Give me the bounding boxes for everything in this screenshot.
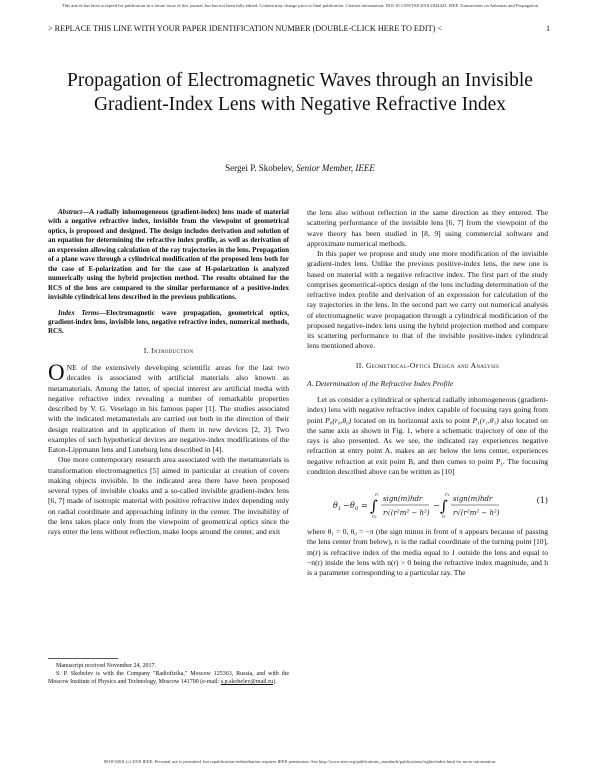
design-paragraph-2: where θ₁ = 0, θ₀ = −π (the sign minus in front of π appears because of passing the lens center from below), rₜ is the radial coordinate of the turning point [10], m(r) is refractive index of the media equal to 1 outside the lens and equal to −n(r) inside the lens with n(r) > 0 being the refractive index magnitude, and h is a parameter corresponding to a particular ray. The — [307, 527, 548, 577]
svg-text:∫: ∫ — [370, 497, 378, 515]
publication-notice: This article has been accepted for publication in a future issue of this journal, but has not been fully edited. Content may change prior to final publication. Citation information: DOI 10.1109/TAP.2018.2844443, IEEE Transactions on Antennas and Propagation — [61, 3, 539, 8]
page-header — [0, 23, 600, 35]
equation-1-expression — [333, 487, 513, 523]
equation-1 — [307, 481, 548, 523]
abstract — [48, 208, 289, 303]
svg-text:θ: θ — [350, 501, 355, 510]
footnote-affiliation-text: S. P. Skobelev is with the Company "Radiofizika," Moscow 125363, Russia, and with the Moscow Institute of Physics and Technology, Moscow 141700 (e-mail: — [48, 671, 289, 685]
intro-continuation-paragraph: the lens also without reflection in the same direction as they entered. The scattering performance of the invisible lens [6, 7] from the viewpoint of the wave theory has been studied in [8, 9] using commercial software and approximate numerical methods. — [307, 208, 548, 248]
subsection-heading-index-profile: A. Determination of the Refractive Index Profile — [307, 378, 454, 388]
author-degree: Senior Member, IEEE — [296, 163, 375, 173]
index-terms-text: —Electromagnetic wave propagation, geometrical optics, gradient-index lens, invisible lens, negative refractive index, numerical methods, RCS. — [48, 308, 289, 336]
footnote-close: ). — [273, 679, 277, 685]
intro-paragraph-1-text: NE of the extensively developing scientific areas for the last two decades is associated with artificial materials also known as metamaterials. Among the latter, of special interest are artificial media with negative refractive index revealing a number of remarkable properties described by V. G. Veselago in his famous paper [1]. The studies associated with the indicated metamaterials are carried out both in the direction of their design realization and in application of them in new devices [2, 3]. Two examples of such hypothetical devices are negative-index modifications of the Eaton-Lippmann lens and Luneburg lens described in [4]. — [48, 363, 289, 455]
drop-cap: O — [48, 360, 65, 386]
intro-paragraph-1 — [48, 360, 289, 455]
svg-text:rₜ: rₜ — [375, 492, 379, 498]
copyright-footer: 0018-926X (c) 2018 IEEE. Personal use is permitted, but republication/redistribution requires IEEE permission. See http://www.ieee.org/publications_standards/publications/rights/index.html for more information. — [103, 759, 497, 764]
svg-text:sign(m)hdr: sign(m)hdr — [383, 495, 423, 503]
design-text-a: Let us consider a cylindrical or spherical radially inhomogeneous (gradient-index) lens with negative refractive index capable of focusing rays going from point — [307, 395, 548, 425]
section-heading-go-design: II. Geometrical-Optics Design and Analysis — [355, 360, 500, 370]
paper-title: Propagation of Electromagnetic Waves through an Invisible Gradient-Index Lens with Negative Refractive Index — [67, 70, 533, 115]
abstract-label: Abstract — [58, 208, 83, 216]
svg-text:r√(r²m² − h²): r√(r²m² − h²) — [453, 509, 500, 517]
svg-text:−: − — [433, 501, 440, 510]
svg-text:sign(m)hdr: sign(m)hdr — [453, 495, 493, 503]
footnote-rule — [48, 658, 118, 659]
author-name: Sergei P. Skobelev, — [225, 163, 294, 173]
svg-text:−: − — [343, 501, 350, 510]
equation-1-number: (1) — [536, 496, 548, 505]
svg-text:r₁: r₁ — [445, 492, 450, 498]
svg-text:θ: θ — [333, 501, 338, 510]
design-text-b: located on its horizontal axis to point — [353, 415, 471, 425]
right-column — [307, 208, 548, 578]
intro-paragraph-3: In this paper we propose and study one more modification of the invisible gradient-index lens. Unlike the previous positive-index lens, the new one is based on material with a negative refractive index. The first part of the study comprises geometrical-optics design of the lens including determination of the refractive index profile and derivation of an expression for calculation of the ray trajectories in the lens. In the second part we carry out numerical analysis of electromagnetic wave propagation through a cylindrical modification of the proposed negative-index lens using the hybrid projection method and compare its scattering performance to that of the invisible positive-index cylindrical lens mentioned above. — [307, 249, 548, 351]
svg-text:=: = — [361, 501, 368, 510]
svg-text:0: 0 — [355, 506, 359, 512]
index-terms-label: Index Terms — [58, 308, 99, 317]
abstract-text: —A radially inhomogeneous (gradient-index) lens made of material with a negative refractive index, invisible from the viewpoint of geometrical optics, is proposed and designed. The design includes derivation and solution of an equation for determining the refractive index profile, as well as derivation of an expression allowing calculation of the ray trajectories in the lens. Propagation of a plane wave through a cylindrical modification of the proposed lens both for the case of E-polarization and for the case of H-polarization is analyzed numerically using the hybrid projection method. The results obtained for the RCS of the lens are compared to the similar performance of a positive-index invisible cylindrical lens described in the previous publications. — [48, 208, 289, 302]
point-p0: P₀(r₀,θ₀) — [325, 415, 352, 425]
header-placeholder-line[interactable]: > REPLACE THIS LINE WITH YOUR PAPER IDENTIFICATION NUMBER (DOUBLE-CLICK HERE TO EDIT) < — [48, 24, 442, 33]
page-number: 1 — [546, 24, 551, 33]
svg-text:∫: ∫ — [440, 497, 448, 515]
left-column — [48, 208, 289, 537]
footnote-affiliation — [48, 670, 289, 686]
svg-text:1: 1 — [338, 506, 342, 512]
intro-paragraph-2: One more contemporary research area associated with the metamaterials is transformation electromagnetics [5] aimed in particular at creation of covers making objects invisible. In the indicated area there have been proposed several types of invisible cloaks and a so-called invisible gradient-index lens [6, 7] made of isotropic material with positive refractive index depending only on radial coordinate and approaching infinity in the center. The invisibility of the lens takes place only from the viewpoint of geometrical optics since the rays enter the lens without reflection, make loops around the center, and exit — [48, 455, 289, 537]
index-terms — [48, 309, 289, 337]
svg-text:r₀: r₀ — [372, 514, 377, 520]
footnote-received: Manuscript received November 24, 2017. — [56, 663, 156, 669]
footnotes — [48, 662, 289, 686]
author-email-link[interactable]: s.p.skobelev@mail.ru — [220, 679, 274, 685]
author-line — [40, 162, 560, 174]
point-p1: P₁(r₁,θ₁) — [472, 415, 499, 425]
section-heading-introduction: I. Introduction — [143, 345, 194, 355]
design-paragraph-1 — [307, 395, 548, 477]
svg-text:r√(r²m² − h²): r√(r²m² − h²) — [383, 509, 430, 517]
design-text-c: also located on the same axis as shown in Fig. 1, where a schematic trajectory of one of the rays is also presented. As we see, the indicated ray experiences negative refraction at entry point A, makes an arc below the lens center, experiences negative refraction at exit point B, and then comes to point P₁. The focusing condition described above can be written as [10] — [307, 415, 548, 476]
svg-text:rₜ: rₜ — [442, 514, 446, 520]
